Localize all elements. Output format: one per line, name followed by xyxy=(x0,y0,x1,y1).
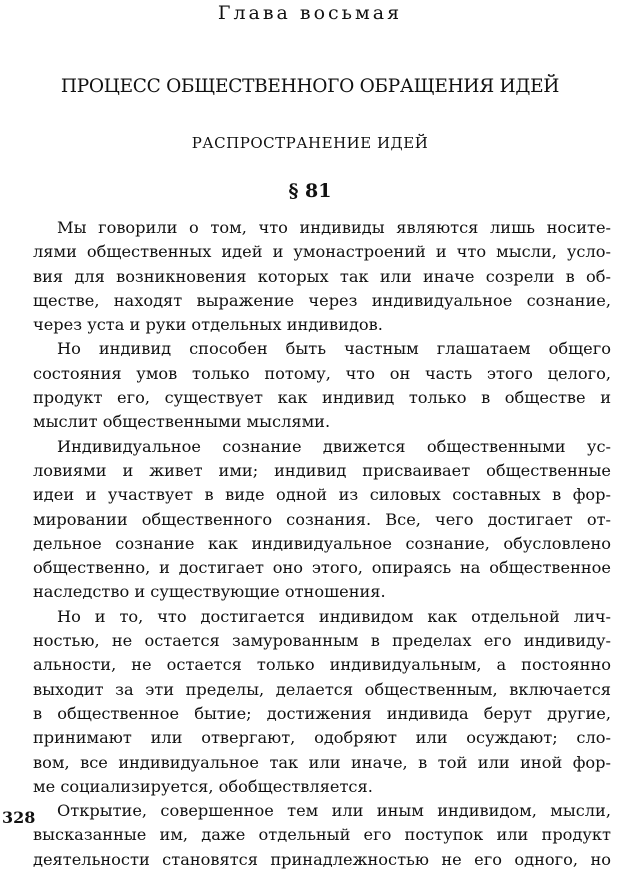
text-line: через уста и руки отдельных индивидов. xyxy=(33,315,383,335)
text-line: общественно, и достигает оно этого, опираясь на общественное xyxy=(33,558,611,578)
text-line: деятельности становятся принадлежностью не его одного, но xyxy=(33,849,611,869)
text-line: дельное сознание как индивидуальное сознание, обусловлено xyxy=(33,533,611,553)
text-line: продукт его, существует как индивид только в обществе и xyxy=(33,388,611,408)
text-line: ловиями и живет ими; индивид присваивает общественные xyxy=(33,460,611,480)
text-line: Но индивид способен быть частным глашатаем общего xyxy=(57,339,611,359)
page-number: 328 xyxy=(2,808,36,827)
text-line: Индивидуальное сознание движется общественными ус- xyxy=(57,436,611,456)
text-line: идеи и участвует в виде одной из силовых составных в фор- xyxy=(33,485,611,505)
text-line: мировании общественного сознания. Все, чего достигает от- xyxy=(33,509,611,529)
text-line: выходит за эти пределы, делается общественным, включается xyxy=(33,679,611,699)
text-line: мыслит общественными мыслями. xyxy=(33,412,331,432)
text-line: вом, все индивидуальное так или иначе, в той или иной фор- xyxy=(33,752,611,772)
text-line: наследство и существующие отношения. xyxy=(33,582,386,602)
text-line: лями общественных идей и умонастроений и что мысли, усло- xyxy=(33,242,611,262)
text-line: ме социализируется, обобществляется. xyxy=(33,776,373,796)
section-number: § 81 xyxy=(288,180,332,202)
text-line: вия для возникновения которых так или иначе созрели в об- xyxy=(33,266,611,286)
text-line: Открытие, совершенное тем или иным индивидом, мысли, xyxy=(57,801,611,821)
text-line: альности, не остается только индивидуальным, а постоянно xyxy=(33,655,611,675)
text-line: ществе, находят выражение через индивидуальное сознание, xyxy=(33,290,611,310)
text-line: в общественное бытие; достижения индивида берут другие, xyxy=(33,703,611,723)
chapter-title: ПРОЦЕСС ОБЩЕСТВЕННОГО ОБРАЩЕНИЯ ИДЕЙ xyxy=(60,76,560,97)
body-text xyxy=(33,216,611,872)
text-line: Мы говорили о том, что индивиды являются лишь носите- xyxy=(57,218,611,237)
text-line: состояния умов только потому, что он часть этого целого, xyxy=(33,363,611,383)
text-line: высказанные им, даже отдельный его поступок или продукт xyxy=(33,825,611,845)
chapter-heading: Глава восьмая xyxy=(217,2,403,24)
section-subtitle: РАСПРОСТРАНЕНИЕ ИДЕЙ xyxy=(191,134,429,152)
text-line: принимают или отвергают, одобряют или осуждают; сло- xyxy=(33,728,611,748)
text-line: ностью, не остается замурованным в пределах его индивиду- xyxy=(33,631,611,651)
text-line: Но и то, что достигается индивидом как отдельной лич- xyxy=(57,606,611,626)
